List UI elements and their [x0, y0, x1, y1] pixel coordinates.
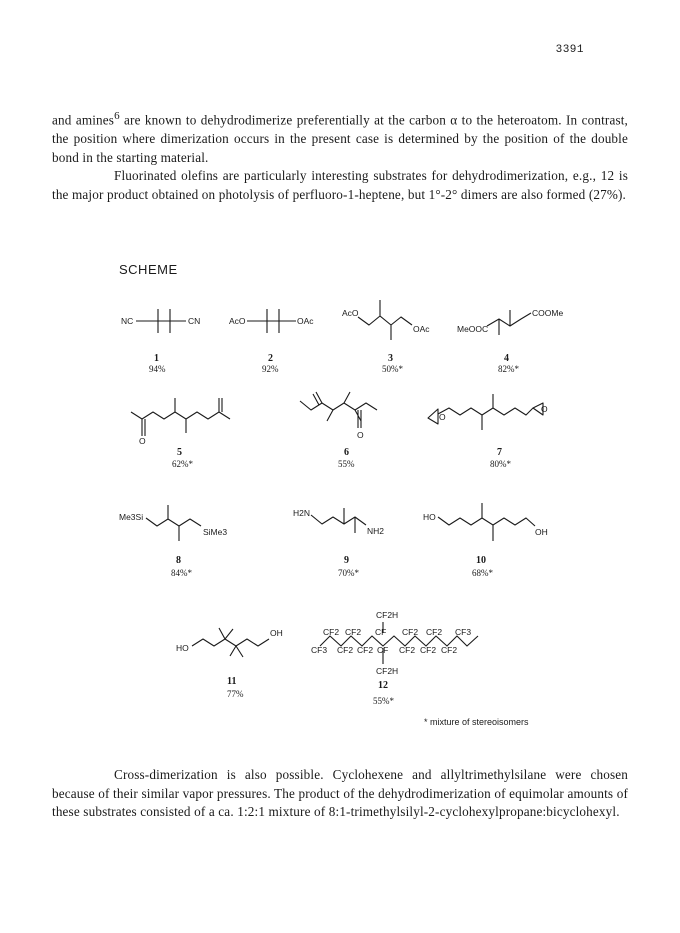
atom-meooc: MeOOC — [457, 324, 489, 334]
para1-text-a: and amines — [52, 112, 115, 128]
atom-cf2-i: CF2 — [441, 645, 458, 655]
compound-10-structure — [423, 503, 548, 541]
compound-3-number: 3 — [388, 353, 393, 364]
compound-3-structure — [342, 300, 430, 340]
compound-8-structure — [119, 505, 227, 541]
compound-5-number: 5 — [177, 447, 182, 458]
para2-text: Cross-dimerization is also possible. Cyclohexene and allyltrimethylsilane were chosen because of their similar vapor pressures. The product of the dehydrodimerization of equimolar amounts of these substrates consisted of a ca. 1:2:1 mixture of 8:1-trimethylsilyl-2-cyclohexylpropane:bicyclohexyl. — [52, 767, 628, 820]
scheme-footnote: * mixture of stereoisomers — [424, 717, 529, 727]
atom-o-7b: O — [541, 404, 548, 414]
reference-6: 6 — [114, 110, 120, 122]
compound-11-structure — [176, 628, 283, 657]
compound-12-structure — [311, 610, 478, 676]
atom-oh-10: OH — [535, 527, 548, 537]
atom-cf3-b: CF3 — [311, 645, 328, 655]
atom-o-7a: O — [439, 412, 446, 422]
compound-10-number: 10 — [476, 555, 486, 566]
compound-2-number: 2 — [268, 353, 273, 364]
paragraph-cross-dimerization — [52, 766, 628, 822]
atom-cf2-h: CF2 — [420, 645, 437, 655]
atom-o-6: O — [357, 430, 364, 440]
compound-6-structure — [300, 392, 377, 440]
compound-11-yield: 77% — [227, 689, 244, 699]
atom-cf2-c: CF2 — [402, 627, 419, 637]
atom-nh2: NH2 — [367, 526, 385, 536]
atom-cn: CN — [188, 316, 201, 326]
atom-oac: OAc — [297, 316, 314, 326]
atom-oh-11: OH — [270, 628, 283, 638]
compound-9-structure — [293, 508, 384, 536]
atom-cf3-a: CF3 — [455, 627, 472, 637]
compound-9-yield: 70%* — [338, 568, 359, 578]
atom-cf2-d: CF2 — [426, 627, 443, 637]
compound-12-number: 12 — [378, 680, 388, 691]
compound-5-structure — [131, 398, 230, 446]
atom-cf2h-bottom: CF2H — [376, 666, 399, 676]
atom-cf2-e: CF2 — [337, 645, 354, 655]
para1-text-b: are known to dehydrodimerize preferentially at the carbon α to the heteroatom. In contrast, the position where dimerization occurs in the present case is determined by the position of the double bond in the starting material. — [52, 112, 628, 165]
atom-ho-11: HO — [176, 643, 189, 653]
page-number: 3391 — [555, 44, 584, 56]
atom-cf-a: CF — [375, 627, 387, 637]
atom-cf2h-top: CF2H — [376, 610, 399, 620]
compound-2-structure — [229, 309, 314, 333]
compound-4-yield: 82%* — [498, 364, 519, 374]
atom-nc: NC — [121, 316, 134, 326]
compound-5-yield: 62%* — [172, 459, 193, 469]
compound-8-yield: 84%* — [171, 568, 192, 578]
atom-cf2-g: CF2 — [399, 645, 416, 655]
compound-9-number: 9 — [344, 555, 349, 566]
atom-cf2-f: CF2 — [357, 645, 374, 655]
atom-me3si: Me3Si — [119, 512, 144, 522]
atom-ho-10: HO — [423, 512, 436, 522]
compound-7-yield: 80%* — [490, 459, 511, 469]
compound-6-number: 6 — [344, 447, 349, 458]
compound-8-number: 8 — [176, 555, 181, 566]
scheme-title: SCHEME — [119, 262, 178, 277]
compound-7-number: 7 — [497, 447, 502, 458]
atom-o-5: O — [139, 436, 146, 446]
compound-11-number: 11 — [227, 676, 237, 687]
compound-3-yield: 50%* — [382, 364, 403, 374]
compound-4-structure — [457, 308, 563, 335]
compound-10-yield: 68%* — [472, 568, 493, 578]
atom-sime3: SiMe3 — [203, 527, 228, 537]
compound-1-yield: 94% — [149, 364, 166, 374]
para1-text-c: Fluorinated olefins are particularly interesting substrates for dehydrodimerization, e.g., 12 is the major product obtained on photolysis of perfluoro-1-heptene, but 1°-2° dimers are also formed (27%). — [52, 168, 628, 202]
atom-aco-3: AcO — [342, 308, 359, 318]
compound-12-yield: 55%* — [373, 696, 394, 706]
atom-h2n: H2N — [293, 508, 311, 518]
atom-cf2-a: CF2 — [323, 627, 340, 637]
compound-1-structure — [121, 309, 200, 333]
atom-cf-b: CF — [377, 645, 389, 655]
compound-1-number: 1 — [154, 353, 159, 364]
atom-aco: AcO — [229, 316, 246, 326]
atom-oac-3: OAc — [413, 324, 430, 334]
atom-cf2-b: CF2 — [345, 627, 362, 637]
compound-7-structure — [428, 394, 548, 430]
compound-4-number: 4 — [504, 353, 509, 364]
atom-coome: COOMe — [532, 308, 564, 318]
compound-2-yield: 92% — [262, 364, 279, 374]
compound-6-yield: 55% — [338, 459, 355, 469]
